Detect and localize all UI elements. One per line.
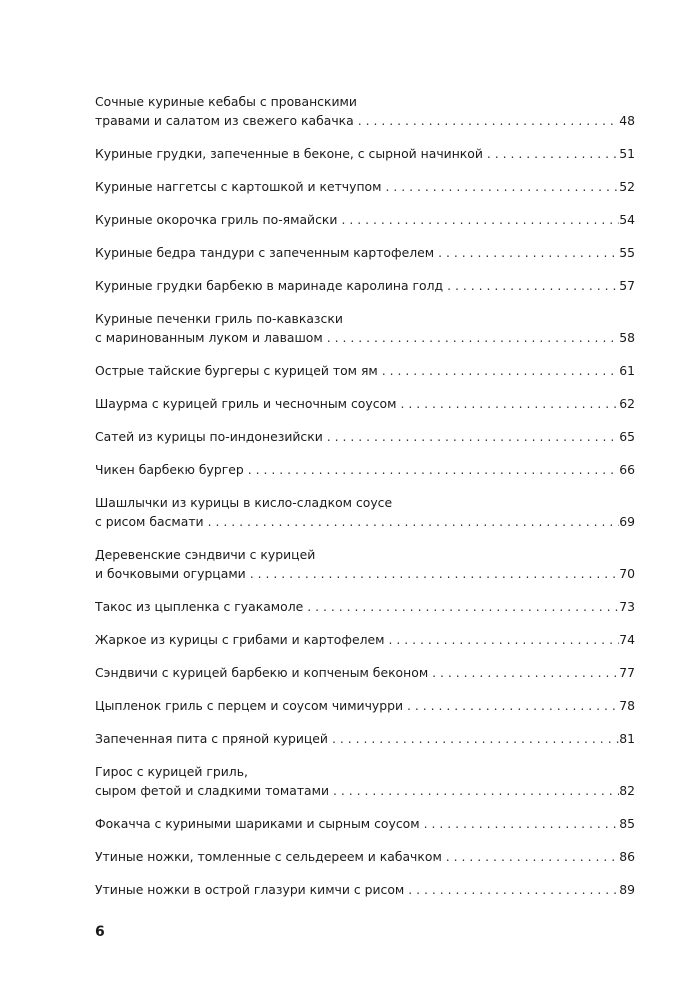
toc-entry-title-line: Утиные ножки в острой глазури кимчи с рисом xyxy=(95,882,405,897)
toc-entry-title-line: Жаркое из курицы с грибами и картофелем xyxy=(95,632,385,647)
toc-entry-title-line: Куриные бедра тандури с запеченным картофелем xyxy=(95,245,435,260)
toc-entry-title-line: Утиные ножки, томленные с сельдереем и кабачком xyxy=(95,849,442,864)
toc-entry[interactable] xyxy=(95,144,635,163)
toc-page-number: 58 xyxy=(619,330,635,345)
toc-entry-title-line: Сочные куриные кебабы с прованскими xyxy=(95,94,357,109)
dot-leader xyxy=(354,111,619,130)
toc-entry-title-line: и бочковыми огурцами xyxy=(95,566,246,581)
toc-entry[interactable] xyxy=(95,276,635,295)
toc-page-number: 57 xyxy=(619,278,635,293)
toc-page-number: 81 xyxy=(619,731,635,746)
toc-page-number: 69 xyxy=(619,514,635,529)
toc-page-number: 86 xyxy=(619,849,635,864)
toc-page-number: 55 xyxy=(619,245,635,260)
toc-page-number: 52 xyxy=(619,179,635,194)
dot-leader xyxy=(337,210,619,229)
toc-page-number: 73 xyxy=(619,599,635,614)
toc-entry-title-line: Куриные грудки, запеченные в беконе, с сырной начинкой xyxy=(95,146,483,161)
toc-entry[interactable] xyxy=(95,92,635,130)
dot-leader xyxy=(404,880,619,899)
dot-leader xyxy=(428,663,619,682)
dot-leader xyxy=(442,847,619,866)
toc-page-number: 65 xyxy=(619,429,635,444)
toc-page-number: 74 xyxy=(619,632,635,647)
toc-page-number: 66 xyxy=(619,462,635,477)
dot-leader xyxy=(403,696,619,715)
toc-page-number: 61 xyxy=(619,363,635,378)
toc-page-number: 54 xyxy=(619,212,635,227)
toc-page-number: 62 xyxy=(619,396,635,411)
toc-entry[interactable] xyxy=(95,210,635,229)
toc-entry-title-line: Чикен барбекю бургер xyxy=(95,462,244,477)
toc-entry-title-line: Острые тайские бургеры с курицей том ям xyxy=(95,363,378,378)
toc-entry-title-line: Такос из цыпленка с гуакамоле xyxy=(95,599,304,614)
toc-entry[interactable] xyxy=(95,814,635,833)
toc-entry-title-line: Куриные окорочка гриль по-ямайски xyxy=(95,212,338,227)
toc-entry-title-line: с рисом басмати xyxy=(95,514,204,529)
toc-page-number: 82 xyxy=(619,783,635,798)
toc-entry[interactable] xyxy=(95,361,635,380)
dot-leader xyxy=(246,564,619,583)
dot-leader xyxy=(381,177,619,196)
toc-entry[interactable] xyxy=(95,545,635,583)
toc-entry-title-line: Сатей из курицы по-индонезийски xyxy=(95,429,323,444)
toc-page-number: 48 xyxy=(619,113,635,128)
toc-entry[interactable] xyxy=(95,630,635,649)
dot-leader xyxy=(328,729,619,748)
toc-entry[interactable] xyxy=(95,394,635,413)
toc-entry[interactable] xyxy=(95,597,635,616)
toc-entry[interactable] xyxy=(95,460,635,479)
toc-entry-title-line: Куриные грудки барбекю в маринаде каролина голд xyxy=(95,278,444,293)
toc-entry[interactable] xyxy=(95,663,635,682)
dot-leader xyxy=(244,460,619,479)
toc-entry[interactable] xyxy=(95,880,635,899)
dot-leader xyxy=(204,512,620,531)
dot-leader xyxy=(483,144,619,163)
dot-leader xyxy=(323,427,619,446)
toc-entry[interactable] xyxy=(95,309,635,347)
toc-entry-title-line: Запеченная пита с пряной курицей xyxy=(95,731,328,746)
toc-entry-title-line: Цыпленок гриль с перцем и соусом чимичурри xyxy=(95,698,404,713)
dot-leader xyxy=(385,630,620,649)
toc-entry-title-line: сыром фетой и сладкими томатами xyxy=(95,783,330,798)
toc-entry[interactable] xyxy=(95,696,635,715)
toc-page-number: 70 xyxy=(619,566,635,581)
dot-leader xyxy=(396,394,619,413)
toc-page-number: 85 xyxy=(619,816,635,831)
page-number: 6 xyxy=(95,924,105,940)
toc-page-number: 51 xyxy=(619,146,635,161)
toc-entry-title-line: Гирос с курицей гриль, xyxy=(95,764,248,779)
toc-page-number: 78 xyxy=(619,698,635,713)
table-of-contents xyxy=(95,92,635,913)
toc-entry[interactable] xyxy=(95,493,635,531)
dot-leader xyxy=(434,243,619,262)
toc-entry[interactable] xyxy=(95,177,635,196)
toc-entry-title-line: Шаурма с курицей гриль и чесночным соусом xyxy=(95,396,397,411)
dot-leader xyxy=(303,597,619,616)
toc-entry-title-line: Сэндвичи с курицей барбекю и копченым беконом xyxy=(95,665,429,680)
dot-leader xyxy=(378,361,619,380)
toc-entry[interactable] xyxy=(95,243,635,262)
toc-entry[interactable] xyxy=(95,427,635,446)
toc-entry-title-line: Куриные печенки гриль по-кавказски xyxy=(95,311,343,326)
toc-entry-title-line: с маринованным луком и лавашом xyxy=(95,330,323,345)
toc-entry[interactable] xyxy=(95,762,635,800)
toc-entry-title-line: Куриные наггетсы с картошкой и кетчупом xyxy=(95,179,382,194)
toc-entry[interactable] xyxy=(95,847,635,866)
toc-entry-title-line: Фокачча с куриными шариками и сырным соусом xyxy=(95,816,420,831)
toc-page-number: 77 xyxy=(619,665,635,680)
toc-entry[interactable] xyxy=(95,729,635,748)
dot-leader xyxy=(329,781,619,800)
dot-leader xyxy=(323,328,619,347)
dot-leader xyxy=(420,814,620,833)
toc-entry-title-line: травами и салатом из свежего кабачка xyxy=(95,113,354,128)
toc-entry-title-line: Деревенские сэндвичи с курицей xyxy=(95,547,316,562)
dot-leader xyxy=(443,276,619,295)
toc-entry-title-line: Шашлычки из курицы в кисло-сладком соусе xyxy=(95,495,393,510)
toc-page-number: 89 xyxy=(619,882,635,897)
